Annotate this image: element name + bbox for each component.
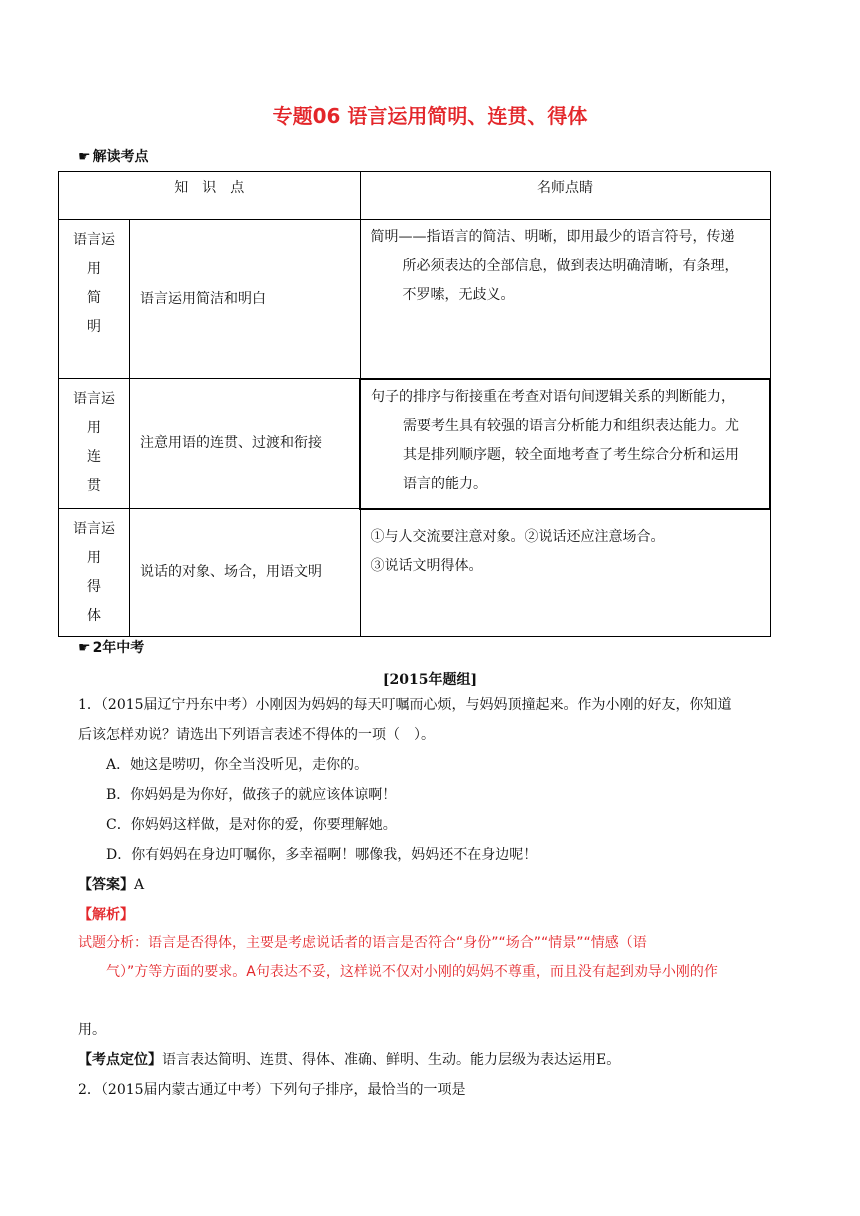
kaodian-label: 【考点定位】 [78, 1052, 162, 1068]
row-topic: 语言运 用 简 明 [59, 220, 130, 379]
row-point: 语言运用简洁和明白 [130, 220, 361, 379]
row-point: 注意用语的连贯、过渡和衔接 [130, 379, 361, 509]
pointing-hand-icon: ☛ [78, 149, 91, 165]
table-header-row [59, 172, 771, 220]
section-label: 解读考点 [92, 149, 149, 165]
kaodian-text: 语言表达简明、连贯、得体、准确、鲜明、生动。能力层级为表达运用E。 [162, 1052, 621, 1068]
header-teacher-tips: 名师点睛 [360, 172, 770, 220]
option-b: B．你妈妈是为你好，做孩子的就应该体谅啊！ [106, 787, 397, 803]
pointing-hand-icon: ☛ [78, 640, 91, 656]
group-title: [2015年题组] [382, 672, 478, 688]
page-title: 专题06 语言运用简明、连贯、得体 [272, 104, 588, 128]
row-tip: 简明——指语言的简洁、明晰，即用最少的语言符号，传递 所必须表达的全部信息，做到表达明确清晰，有条理， 不罗嗦，无歧义。 [360, 220, 770, 379]
analysis-text: 试题分析：语言是否得体，主要是考虑说话者的语言是否符合“身份”“场合”“情景”“情感（语 [78, 935, 647, 951]
row-topic: 语言运 用 得 体 [59, 509, 130, 637]
knowledge-table [58, 171, 771, 637]
option-a: A．她这是唠叨，你全当没听见，走你的。 [106, 757, 369, 773]
row-tip: ①与人交流要注意对象。②说话还应注意场合。 ③说话文明得体。 [360, 509, 770, 637]
question-2-stem: 2．（2015届内蒙古通辽中考）下列句子排序，最恰当的一项是 [78, 1082, 466, 1098]
header-knowledge-point: 知 识 点 [59, 172, 361, 220]
section-heading-exams [78, 637, 144, 657]
kaodian [78, 1045, 620, 1075]
answer-value: A [134, 877, 145, 893]
question-1-stem: 1．（2015届辽宁丹东中考）小刚因为妈妈的每天叮嘱而心烦，与妈妈顶撞起来。作为小刚的好友，你知道 [78, 697, 732, 713]
answer [78, 870, 144, 900]
analysis-text-cont: 气）”方等方面的要求。A句表达不妥，这样说不仅对小刚的妈妈不尊重，而且没有起到劝导小刚的作 [106, 964, 718, 980]
row-tip: 句子的排序与衔接重在考查对语句间逻辑关系的判断能力， 需要考生具有较强的语言分析能力和组织表达能力。尤 其是排列顺序题，较全面地考查了考生综合分析和运用 语言的能力。 [360, 379, 770, 509]
table-row [59, 509, 771, 637]
section-heading-analysis [78, 146, 149, 166]
section-label: 2年中考 [92, 640, 145, 656]
row-point: 说话的对象、场合，用语文明 [130, 509, 361, 637]
option-d: D．你有妈妈在身边叮嘱你，多幸福啊！哪像我，妈妈还不在身边呢！ [106, 847, 538, 863]
row-topic: 语言运 用 连 贯 [59, 379, 130, 509]
question-1-stem-cont: 后该怎样劝说？请选出下列语言表述不得体的一项（ ）。 [78, 727, 435, 743]
answer-label: 【答案】 [78, 877, 134, 893]
option-c: C．你妈妈这样做，是对你的爱，你要理解她。 [106, 817, 397, 833]
analysis-text-end: 用。 [78, 1022, 106, 1038]
analysis-label: 【解析】 [78, 907, 134, 923]
table-row [59, 220, 771, 379]
table-row [59, 379, 771, 509]
